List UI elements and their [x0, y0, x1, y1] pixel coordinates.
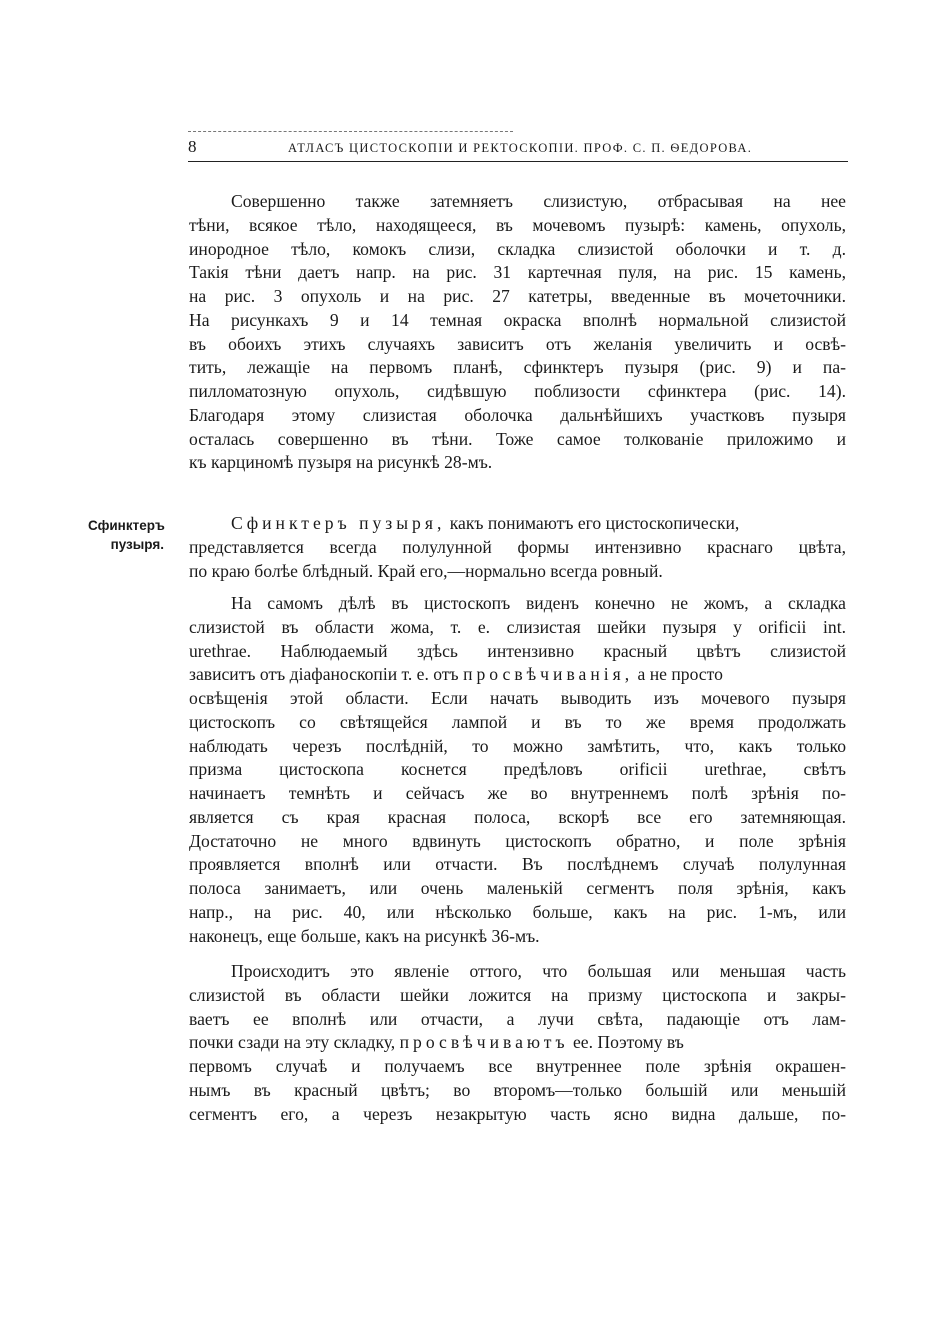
text-line: Благодаря этому слизистая оболочка дальнѣйшихъ участковъ пузыря: [189, 404, 846, 425]
side-heading: [88, 516, 164, 554]
spaced-term: просвѣчиванія,: [463, 664, 634, 685]
text-line: urethrae. Наблюдаемый здѣсь интензивно красный цвѣтъ слизистой: [189, 640, 846, 661]
text-fragment: а не просто: [633, 664, 723, 685]
paragraph-3: [189, 592, 846, 948]
text-line: на рис. 3 опухоль и на рис. 27 катетры, введенные въ мочеточники.: [189, 286, 846, 306]
text-line: нымъ въ красный цвѣтъ; во второмъ—только большій или меньшій: [189, 1079, 846, 1100]
text-line: начинаетъ темнѣть и сейчасъ же во внутреннемъ полѣ зрѣнія по-: [189, 783, 846, 803]
paragraph-4: [189, 960, 846, 1126]
text-line: напр., на рис. 40, или нѣсколько больше, какъ на рис. 1-мъ, или: [189, 901, 846, 922]
text-line: пилломатозную опухоль, сидѣвшую поблизости сфинктера (рис. 14).: [189, 381, 846, 401]
text-line: сегментъ его, а черезъ незакрытую часть ясно видна дальше, по-: [189, 1103, 846, 1124]
text-line: Происходитъ это явленіе оттого, что большая или меньшая часть: [231, 961, 846, 981]
text-line: [189, 663, 846, 687]
header-rule: [188, 161, 848, 162]
side-heading-line: Сфинктеръ: [88, 518, 165, 533]
text-line: Совершенно также затемняетъ слизистую, отбрасывая на нее: [231, 191, 846, 211]
text-line: Такія тѣни даетъ напр. на рис. 31 картечная пуля, на рис. 15 камень,: [189, 262, 846, 283]
text-line: [189, 1031, 846, 1055]
text-line: На рисункахъ 9 и 14 темная окраска вполнѣ нормальной слизистой: [189, 309, 846, 330]
paragraph-2: [189, 512, 846, 583]
side-heading-line: пузыря.: [110, 537, 164, 552]
text-line: въ обоихъ этихъ случаяхъ зависитъ отъ желанія увеличить и освѣ-: [189, 333, 846, 354]
text-fragment: какъ понимаютъ его цистоскопически,: [445, 513, 740, 533]
text-line: наблюдать черезъ послѣдній, то можно замѣтить, что, какъ только: [189, 735, 846, 756]
text-line: [189, 512, 846, 536]
text-line: Достаточно не много вдвинуть цистоскопъ обратно, и поле зрѣнія: [189, 830, 846, 851]
text-line: полоса занимаетъ, или очень маленькій сегментъ поля зрѣнія, какъ: [189, 878, 846, 898]
text-line: На самомъ дѣлѣ въ цистоскопъ виденъ конечно не жомъ, а складка: [231, 593, 846, 613]
paragraph-1: [189, 190, 846, 475]
text-line: наконецъ, еще больше, какъ на рисункѣ 36-мъ.: [189, 925, 540, 946]
text-line: къ карциномѣ пузыря на рисункѣ 28-мъ.: [189, 452, 493, 473]
text-line: освѣщенія этой области. Если начать выводить изъ мочевого пузыря: [189, 688, 846, 708]
text-line: инородное тѣло, комокъ слизи, складка слизистой оболочки и т. д.: [189, 238, 846, 259]
text-line: цистоскопъ со свѣтящейся лампой и въ то же время продолжать: [189, 711, 846, 732]
text-fragment: зависитъ отъ діафаноскопіи т. е. отъ: [189, 664, 459, 685]
text-line: по краю болѣе блѣдный. Край его,—нормально всегда ровный.: [189, 560, 663, 581]
text-line: слизистой въ области шейки ложится на призму цистоскопа и закры-: [189, 984, 846, 1005]
text-line: призма цистоскопа коснется предѣловъ orificii urethrae, свѣтъ: [189, 759, 846, 780]
text-line: является съ края красная полоса, вскорѣ все его затемняющая.: [189, 806, 846, 827]
text-line: ваетъ ее вполнѣ или отчасти, а лучи свѣта, падающіе отъ лам-: [189, 1008, 846, 1029]
running-title: АТЛАСЪ ЦИСТОСКОПІИ И РЕКТОСКОПІИ. ПРОФ. С. П. ѲЕДОРОВА.: [288, 141, 753, 155]
text-line: представляется всегда полулунной формы интензивно краснаго цвѣта,: [189, 536, 846, 557]
page-number: 8: [188, 137, 197, 156]
header-dashed-rule: [188, 131, 513, 132]
text-fragment: почки сзади на эту складку,: [189, 1032, 396, 1053]
text-line: слизистой въ области жома, т. е. слизистая шейки пузыря у orificii int.: [189, 616, 846, 637]
text-line: первомъ случаѣ и получаемъ все внутреннее поле зрѣнія окрашен-: [189, 1056, 846, 1076]
text-fragment: ее. Поэтому въ: [568, 1032, 684, 1053]
spaced-term: просвѣчиваютъ: [399, 1032, 569, 1053]
spaced-term: Сфинктеръ пузыря,: [231, 513, 446, 533]
text-line: тѣни, всякое тѣло, находящееся, въ мочевомъ пузырѣ: камень, опухоль,: [189, 214, 846, 235]
text-line: тить, лежащіе на первомъ планѣ, сфинктеръ пузыря (рис. 9) и па-: [189, 357, 846, 378]
text-line: осталась совершенно въ тѣни. Тоже самое толкованіе приложимо и: [189, 428, 846, 449]
text-line: проявляется вполнѣ или отчасти. Въ послѣднемъ случаѣ полулунная: [189, 854, 846, 875]
running-header: [188, 137, 848, 159]
